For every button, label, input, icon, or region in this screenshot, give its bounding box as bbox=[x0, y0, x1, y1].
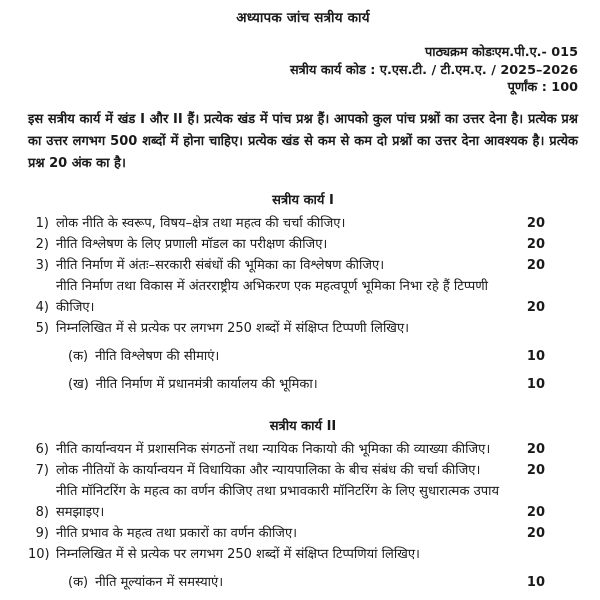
question-row-1 bbox=[28, 213, 545, 234]
subquestion-row-5a bbox=[28, 346, 545, 367]
question-number: 10) bbox=[28, 546, 50, 562]
question-number: 1) bbox=[35, 215, 49, 231]
question-marks: 20 bbox=[526, 525, 545, 541]
max-marks: पूर्णांक : 100 bbox=[507, 80, 578, 95]
section-2-questions bbox=[28, 439, 545, 593]
header-meta bbox=[28, 44, 578, 97]
subquestion-marks: 10 bbox=[526, 348, 545, 364]
question-marks: 20 bbox=[526, 504, 545, 520]
question-text: लोक नीतियों के कार्यान्वयन में विधायिका और न्यायपालिका के बीच संबंध की चर्चा कीजिए। bbox=[56, 462, 481, 478]
instructions-paragraph: इस सत्रीय कार्य में खंड I और II हैं। प्रत्येक खंड में पांच प्रश्न हैं। आपको कुल पांच प्रश्नों का उत्तर देना है। प्रत्येक प्रश्न का उत्तर लगभग 500 शब्दों में होना चाहिए। प्रत्येक खंड से कम से कम दो प्रश्नों का उत्तर देना आवश्यक है। प्रत्येक प्रश्न 20 अंक का है। bbox=[28, 111, 578, 171]
question-row-7 bbox=[28, 460, 545, 481]
subquestion-marks: 10 bbox=[526, 376, 545, 392]
question-text: नीति प्रभाव के महत्व तथा प्रकारों का वर्णन कीजिए। bbox=[56, 525, 298, 541]
question-row-9 bbox=[28, 523, 545, 544]
question-text: निम्नलिखित में से प्रत्येक पर लगभग 250 शब्दों में संक्षिप्त टिप्पणियां लिखिए। bbox=[56, 546, 420, 562]
subquestion-marks: 10 bbox=[526, 574, 545, 590]
question-text: नीति निर्माण में अंतः–सरकारी संबंधों की भूमिका का विश्लेषण कीजिए। bbox=[56, 257, 385, 273]
question-row-4 bbox=[28, 276, 545, 318]
question-number: 8) bbox=[35, 504, 49, 520]
question-marks: 20 bbox=[526, 215, 545, 231]
question-number: 9) bbox=[35, 525, 49, 541]
question-text: नीति कार्यान्वयन में प्रशासनिक संगठनों तथा न्यायिक निकायो की भूमिका की व्याख्या कीजिए। bbox=[56, 441, 491, 457]
question-marks: 20 bbox=[526, 441, 545, 457]
subquestion-label: (क) bbox=[68, 574, 89, 590]
question-row-2 bbox=[28, 234, 545, 255]
question-marks: 20 bbox=[526, 462, 545, 478]
subquestion-label: (ख) bbox=[68, 376, 89, 392]
question-row-10 bbox=[28, 544, 545, 565]
subquestion-row-10a bbox=[28, 572, 545, 593]
question-text: नीति मॉनिटरिंग के महत्व का वर्णन कीजिए तथा प्रभावकारी मॉनिटरिंग के लिए सुधारात्मक उपाय समझाइए। bbox=[56, 483, 499, 520]
question-text: निम्नलिखित में से प्रत्येक पर लगभग 250 शब्दों में संक्षिप्त टिप्पणी लिखिए। bbox=[56, 320, 410, 336]
question-marks: 20 bbox=[526, 299, 545, 315]
question-row-5 bbox=[28, 318, 545, 339]
question-number: 6) bbox=[35, 441, 49, 457]
subquestion-label: (क) bbox=[68, 348, 89, 364]
question-marks: 20 bbox=[526, 236, 545, 252]
question-number: 4) bbox=[35, 299, 49, 315]
assignment-code: सत्रीय कार्य कोड : ए.एस.टी. / टी.एम.ए. / 2025–2026 bbox=[289, 62, 578, 78]
subquestion-text: नीति निर्माण में प्रधानमंत्री कार्यालय की भूमिका। bbox=[95, 376, 318, 392]
section-1-heading: सत्रीय कार्य I bbox=[272, 192, 334, 208]
subquestion-row-5b bbox=[28, 374, 545, 395]
question-row-3 bbox=[28, 255, 545, 276]
subquestion-text: नीति विश्लेषण की सीमाएं। bbox=[95, 348, 220, 364]
question-row-6 bbox=[28, 439, 545, 460]
question-row-8 bbox=[28, 481, 545, 523]
course-code: पाठ्यक्रम कोडःएम.पी.ए.- 015 bbox=[425, 45, 578, 60]
question-number: 3) bbox=[35, 257, 49, 273]
question-number: 5) bbox=[35, 320, 49, 336]
question-text: लोक नीति के स्वरूप, विषय–क्षेत्र तथा महत्व की चर्चा कीजिए। bbox=[56, 215, 346, 231]
question-number: 2) bbox=[35, 236, 49, 252]
question-text: नीति निर्माण तथा विकास में अंतरराष्ट्रीय अभिकरण एक महत्वपूर्ण भूमिका निभा रहे हैं टिप्पणी कीजिए। bbox=[56, 278, 488, 315]
question-text: नीति विश्लेषण के लिए प्रणाली मॉडल का परीक्षण कीजिए। bbox=[56, 236, 328, 252]
question-number: 7) bbox=[35, 462, 49, 478]
section-2-heading: सत्रीय कार्य II bbox=[269, 418, 337, 434]
question-marks: 20 bbox=[526, 257, 545, 273]
page-title: अध्यापक जांच सत्रीय कार्य bbox=[236, 10, 370, 26]
subquestion-text: नीति मूल्यांकन में समस्याएं। bbox=[95, 574, 224, 590]
section-1-questions bbox=[28, 213, 545, 395]
